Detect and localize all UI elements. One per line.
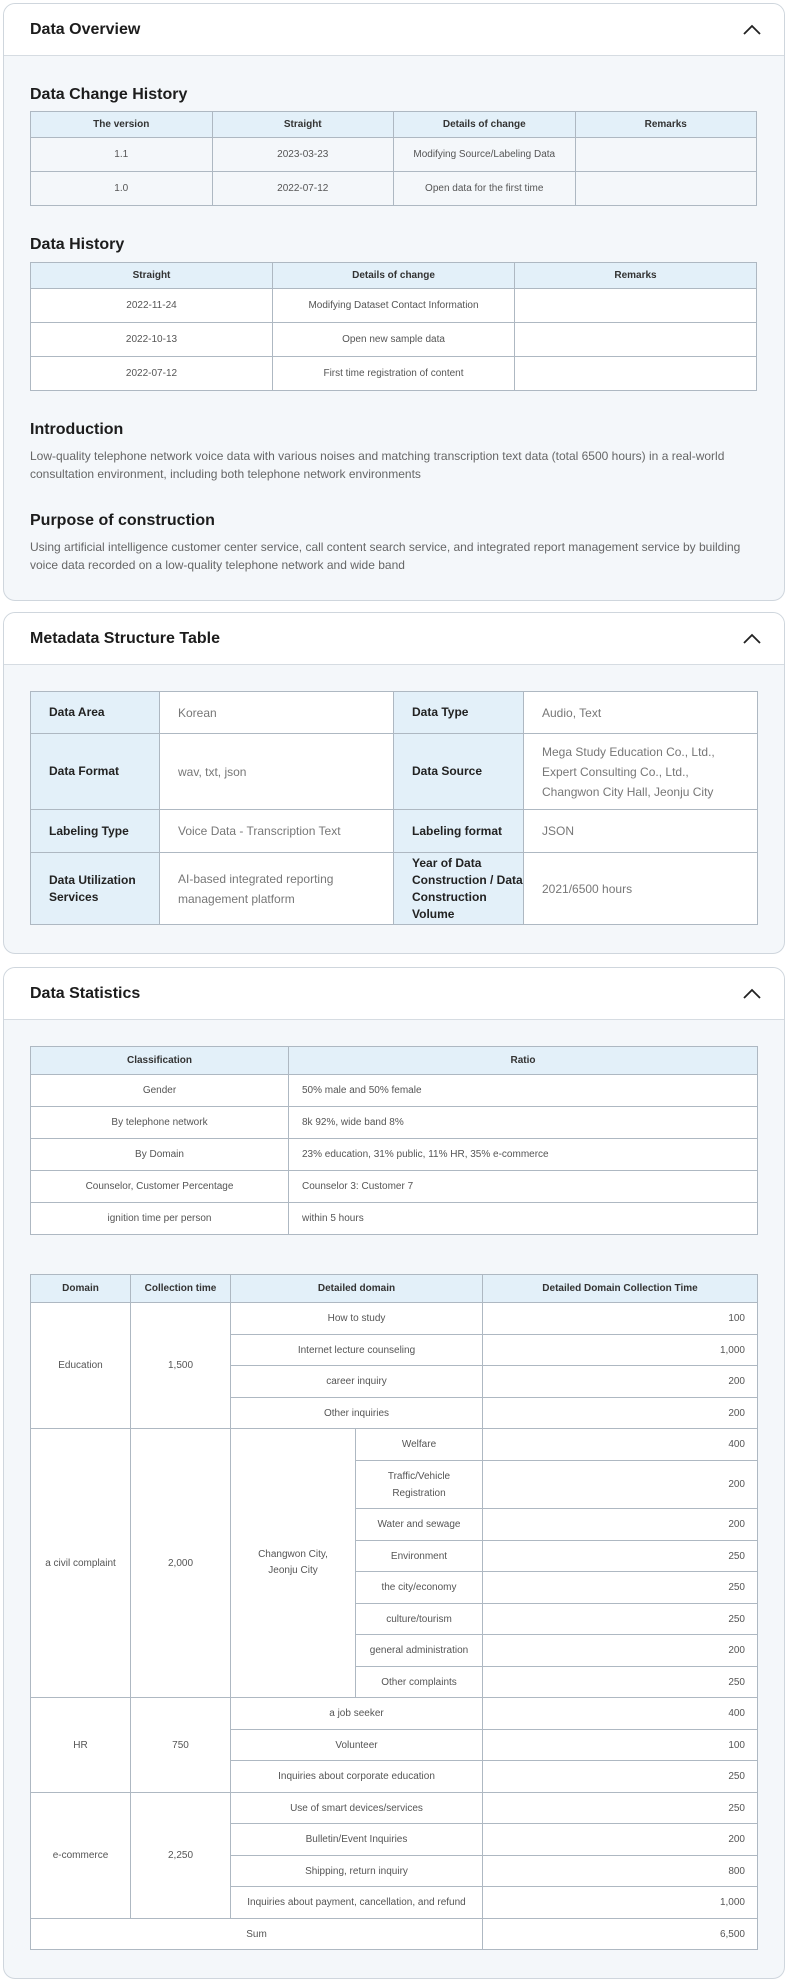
cell: 2022-07-12	[31, 357, 273, 391]
table-row	[31, 1203, 758, 1235]
cell: within 5 hours	[289, 1203, 758, 1235]
meta-value: Voice Data - Transcription Text	[160, 810, 394, 853]
history-table	[30, 262, 757, 391]
collection-time-cell: 750	[131, 1698, 231, 1793]
detail-time-cell: 100	[483, 1730, 758, 1761]
detail-time-cell: 400	[483, 1429, 758, 1461]
cell	[515, 357, 757, 391]
detailed-domain-cell: the city/economy	[356, 1572, 483, 1604]
collapse-button[interactable]	[738, 980, 766, 1008]
meta-label: Data Type	[394, 692, 524, 734]
detailed-domain-cell: Inquiries about corporate education	[231, 1761, 483, 1793]
detail-time-cell: 800	[483, 1856, 758, 1887]
meta-label: Data Source	[394, 734, 524, 810]
domain-table	[30, 1274, 758, 1950]
cell: 2022-10-13	[31, 323, 273, 357]
cell: 2023-03-23	[212, 138, 394, 172]
table-row	[31, 853, 758, 925]
table-row	[31, 138, 757, 172]
col-header: Details of change	[394, 112, 576, 138]
detail-time-cell: 1,000	[483, 1335, 758, 1366]
cell: 50% male and 50% female	[289, 1075, 758, 1107]
table-row	[31, 810, 758, 853]
detail-time-cell: 200	[483, 1398, 758, 1429]
metadata-panel	[3, 612, 785, 954]
cell: 2022-11-24	[31, 289, 273, 323]
cell: 23% education, 31% public, 11% HR, 35% e-commerce	[289, 1139, 758, 1171]
detailed-domain-cell: Other complaints	[356, 1667, 483, 1698]
col-header: Classification	[31, 1047, 289, 1075]
col-header: Remarks	[575, 112, 757, 138]
chevron-up-icon	[743, 988, 761, 999]
detailed-domain-cell: How to study	[231, 1303, 483, 1335]
detailed-domain-cell: Inquiries about payment, cancellation, and refund	[231, 1887, 483, 1919]
table-row	[31, 1139, 758, 1171]
panel-title: Metadata Structure Table	[30, 629, 220, 647]
cell: Open data for the first time	[394, 172, 576, 206]
detailed-domain-cell: a job seeker	[231, 1698, 483, 1730]
meta-value: Mega Study Education Co., Ltd., Expert Consulting Co., Ltd., Changwon City Hall, Jeonju City	[524, 734, 758, 810]
table-row	[31, 357, 757, 391]
col-header: Remarks	[515, 263, 757, 289]
col-header: Detailed domain	[231, 1275, 483, 1303]
cell: Open new sample data	[273, 323, 515, 357]
collection-time-cell: 1,500	[131, 1303, 231, 1429]
cell	[515, 323, 757, 357]
cell: Gender	[31, 1075, 289, 1107]
domain-cell: HR	[31, 1698, 131, 1793]
col-header: Detailed Domain Collection Time	[483, 1275, 758, 1303]
cell: Counselor, Customer Percentage	[31, 1171, 289, 1203]
metadata-table	[30, 691, 758, 925]
purpose-text: Using artificial intelligence customer center service, call content search service, and integrated report management service by building voice data recorded on a low-quality telephone network and wide band	[30, 540, 741, 572]
panel-header	[4, 968, 784, 1020]
cell: 8k 92%, wide band 8%	[289, 1107, 758, 1139]
detailed-domain-cell: Use of smart devices/services	[231, 1793, 483, 1824]
detail-time-cell: 200	[483, 1461, 758, 1509]
meta-value: JSON	[524, 810, 758, 853]
table-row	[31, 734, 758, 810]
detail-time-cell: 200	[483, 1635, 758, 1667]
detail-time-cell: 200	[483, 1509, 758, 1541]
detailed-domain-cell: Volunteer	[231, 1730, 483, 1761]
detailed-domain-cell: Welfare	[356, 1429, 483, 1461]
change-history-title: Data Change History	[30, 86, 188, 103]
panel-title: Data Statistics	[30, 984, 141, 1002]
detailed-domain-cell: Shipping, return inquiry	[231, 1856, 483, 1887]
detailed-domain-cell: Traffic/Vehicle Registration	[356, 1461, 483, 1509]
meta-label: Labeling Type	[31, 810, 160, 853]
detail-time-cell: 1,000	[483, 1887, 758, 1919]
cell: 1.1	[31, 138, 213, 172]
cell: 1.0	[31, 172, 213, 206]
meta-value: Audio, Text	[524, 692, 758, 734]
table-row	[31, 1698, 758, 1730]
detail-time-cell: 100	[483, 1303, 758, 1335]
col-header: Domain	[31, 1275, 131, 1303]
detailed-domain-cell: general administration	[356, 1635, 483, 1667]
detailed-domain-cell: Other inquiries	[231, 1398, 483, 1429]
detailed-domain-cell: Bulletin/Event Inquiries	[231, 1824, 483, 1856]
table-row	[31, 1303, 758, 1335]
col-header: Collection time	[131, 1275, 231, 1303]
cell: Modifying Dataset Contact Information	[273, 289, 515, 323]
col-header: The version	[31, 112, 213, 138]
cell	[515, 289, 757, 323]
cell: By Domain	[31, 1139, 289, 1171]
detailed-domain-cell: Internet lecture counseling	[231, 1335, 483, 1366]
detail-time-cell: 250	[483, 1667, 758, 1698]
detail-time-cell: 250	[483, 1572, 758, 1604]
domain-cell: a civil complaint	[31, 1429, 131, 1698]
collection-time-cell: 2,250	[131, 1793, 231, 1919]
col-header: Ratio	[289, 1047, 758, 1075]
sum-value: 6,500	[483, 1919, 758, 1950]
data-statistics-panel	[3, 967, 785, 1979]
table-row	[31, 1429, 758, 1461]
purpose-title: Purpose of construction	[30, 512, 215, 529]
cell: By telephone network	[31, 1107, 289, 1139]
collection-time-cell: 2,000	[131, 1429, 231, 1698]
chevron-up-icon	[743, 24, 761, 35]
table-row	[31, 692, 758, 734]
cell	[575, 138, 757, 172]
table-row	[31, 1075, 758, 1107]
meta-value: Korean	[160, 692, 394, 734]
detail-time-cell: 400	[483, 1698, 758, 1730]
detail-time-cell: 250	[483, 1604, 758, 1635]
detailed-domain-cell: Water and sewage	[356, 1509, 483, 1541]
domain-cell: Education	[31, 1303, 131, 1429]
meta-label: Labeling format	[394, 810, 524, 853]
table-row	[31, 323, 757, 357]
meta-label: Year of Data Construction / Data Construction Volume	[394, 853, 524, 925]
cell: Modifying Source/Labeling Data	[394, 138, 576, 172]
chevron-up-icon	[743, 633, 761, 644]
sum-label: Sum	[31, 1919, 483, 1950]
meta-label: Data Format	[31, 734, 160, 810]
meta-value: AI-based integrated reporting management platform	[160, 853, 394, 925]
table-row	[31, 1171, 758, 1203]
history-title: Data History	[30, 236, 125, 253]
collapse-button[interactable]	[738, 625, 766, 653]
introduction-title: Introduction	[30, 421, 124, 438]
detail-time-cell: 250	[483, 1541, 758, 1572]
table-row	[31, 1793, 758, 1824]
meta-value: wav, txt, json	[160, 734, 394, 810]
table-row	[31, 1107, 758, 1139]
cell: Counselor 3: Customer 7	[289, 1171, 758, 1203]
meta-label: Data Utilization Services	[31, 853, 160, 925]
col-header: Straight	[31, 263, 273, 289]
change-history-table	[30, 111, 757, 206]
domain-cell: e-commerce	[31, 1793, 131, 1919]
detail-time-cell: 200	[483, 1366, 758, 1398]
panel-title: Data Overview	[30, 20, 141, 38]
sum-row	[31, 1919, 758, 1950]
meta-label: Data Area	[31, 692, 160, 734]
cell: ignition time per person	[31, 1203, 289, 1235]
introduction-text: Low-quality telephone network voice data with various noises and matching transcription text data (total 6500 hours) in a real-world consultation environment, including both telephone network environments	[30, 449, 725, 481]
data-overview-panel	[3, 3, 785, 601]
detailed-domain-cell: culture/tourism	[356, 1604, 483, 1635]
detail-time-cell: 250	[483, 1793, 758, 1824]
cell: First time registration of content	[273, 357, 515, 391]
col-header: Straight	[212, 112, 394, 138]
meta-value: 2021/6500 hours	[524, 853, 758, 925]
detailed-domain-cell: career inquiry	[231, 1366, 483, 1398]
table-row	[31, 172, 757, 206]
cell: 2022-07-12	[212, 172, 394, 206]
sub-domain-cell: Changwon City, Jeonju City	[231, 1429, 356, 1698]
detailed-domain-cell: Environment	[356, 1541, 483, 1572]
table-row	[31, 289, 757, 323]
detail-time-cell: 200	[483, 1824, 758, 1856]
panel-header	[4, 4, 784, 56]
panel-header	[4, 613, 784, 665]
cell	[575, 172, 757, 206]
collapse-button[interactable]	[738, 16, 766, 44]
detail-time-cell: 250	[483, 1761, 758, 1793]
col-header: Details of change	[273, 263, 515, 289]
ratio-table	[30, 1046, 758, 1235]
